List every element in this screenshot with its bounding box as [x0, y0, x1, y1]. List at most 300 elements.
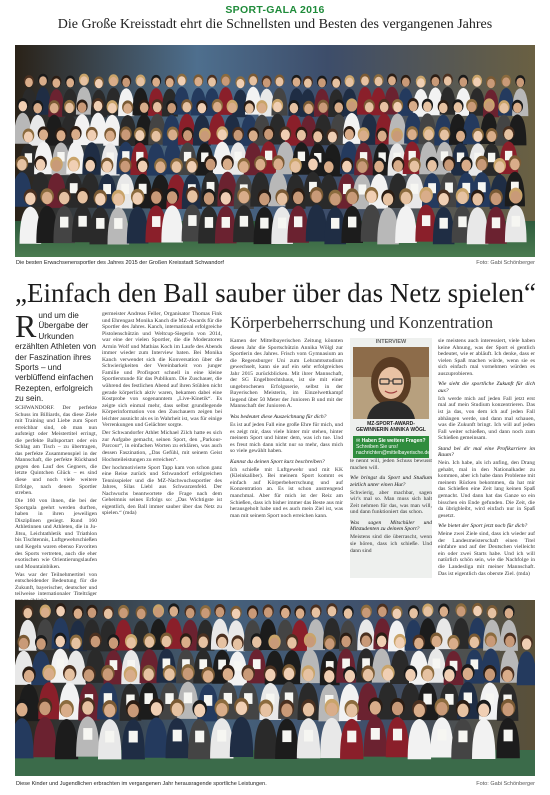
photo-person-face: [439, 103, 448, 113]
section-kicker: SPORT-GALA 2016: [225, 4, 325, 16]
photo-person-face: [137, 77, 145, 86]
photo-person-face: [487, 79, 495, 88]
photo-person-face: [71, 638, 80, 649]
paragraph: Ich schieße mit Luftgewehr und mit KK (Kleinkaliber). Bei meinem Sport kommt es einfach auf Körperbeherrschung und auf Konzentration an. Es ist schon anstrengend manchmal. Aber für mich ist der Reiz am Schießen, dass ich bisher immer das Beste aus mir herausgeholt habe und es auch mein Ziel ist, was man mit seinem Sport noch erreichen kann.: [230, 466, 343, 519]
photo-person-face: [106, 131, 115, 142]
photo-person-face: [346, 704, 357, 718]
photo-person-face: [16, 703, 27, 717]
photo-person-face: [42, 192, 52, 204]
photo-person-face: [393, 102, 402, 112]
article-headline: „Einfach den Ball sauber über das Netz spielen“: [15, 278, 537, 308]
photo-person-face: [511, 191, 521, 203]
photo-person-face: [259, 193, 269, 205]
photo-person-face: [151, 702, 162, 716]
portrait-caption: MZ-SPORT-AWARD-GEWINNERIN ANNIKA WÖGL: [356, 421, 426, 433]
certificate: [217, 730, 226, 742]
certificate: [439, 218, 447, 229]
photo-person-face: [125, 670, 135, 682]
photo-person-face: [313, 131, 322, 142]
portrait-image: [353, 347, 429, 419]
photo-person-face: [126, 637, 135, 648]
photo-person-face: [248, 608, 257, 618]
photo-person-face: [513, 103, 522, 113]
top-group-photo: [15, 45, 535, 257]
article-column-5: [438, 338, 535, 579]
photo-person-face: [516, 78, 524, 87]
photo-person-face: [137, 609, 146, 619]
photo-person-face: [168, 130, 177, 141]
photo-person-face: [491, 193, 501, 205]
photo-person-face: [249, 130, 258, 141]
photo-person-face: [444, 76, 452, 85]
interview-question: Wie bringst du Sport und Studium zeitlich unter einen Hut?: [350, 475, 432, 488]
certificate: [458, 216, 466, 227]
photo-person-face: [395, 637, 404, 648]
paragraph: Nein. Ich habe, als ich anfing, den Drang gehabt, mal in den Nationalkader zu kommen, aber ich habe dann Probleme mit meinem Rücken bekommen, da hat mir das Schießen eine Zeit lang keinen Spaß gemacht. Und dann hat das Ganze so ein bisschen ein Ende gefunden. Die Zeit, die da übrigbleibt, wird einfach nur in Spaß gesetzt.: [438, 460, 535, 519]
article-lead: [15, 308, 97, 405]
photo-person-face: [123, 103, 132, 113]
photo-person-face: [181, 636, 190, 647]
photo-person-face: [44, 668, 54, 680]
photo-person-face: [330, 193, 340, 205]
paragraph: Was war der Teilnehmertitel von entscheidender Bedeutung für die Zukunft, bayerischer, deutscher und teilweise internationaler Titelträger: [15, 571, 97, 598]
photo-person-face: [375, 77, 383, 86]
group-photo-image: [15, 600, 535, 776]
photo-person-face: [303, 703, 314, 717]
photo-person-face: [347, 101, 356, 111]
photo-person-face: [239, 161, 249, 173]
photo-person-face: [80, 76, 88, 85]
photo-person-face: [264, 607, 273, 617]
photo-person-face: [378, 131, 387, 142]
photo-person-face: [152, 77, 160, 86]
certificate: [278, 218, 286, 229]
photo-person-face: [332, 79, 340, 88]
photo-person-face: [228, 103, 237, 113]
photo-person-face: [432, 636, 441, 647]
photo-person-face: [467, 102, 476, 112]
photo-person-face: [104, 704, 115, 718]
photo-person-face: [223, 668, 233, 680]
interview-headline: Körperbeherrschung und Konzentration: [230, 313, 493, 332]
photo-person-face: [52, 160, 62, 172]
photo-person-face: [273, 158, 283, 170]
photo-person-face: [281, 608, 290, 618]
photo-person-face: [495, 161, 505, 173]
interview-question: Kannst du deinen Sport kurz beschreiben?: [230, 458, 325, 465]
photo-person-face: [183, 130, 192, 141]
bottom-photo-caption: Diese Kinder und Jugendlichen erbrachten im vergangenen Jahr herausragende sportliche Leistungen.: [16, 781, 267, 787]
paragraph: Meistens sind die überrascht, wenn sie hören, dass ich schieße. Und dann sind: [350, 534, 432, 554]
photo-person-face: [145, 636, 154, 647]
photo-person-face: [91, 636, 100, 647]
certificate: [260, 218, 268, 229]
photo-person-face: [65, 668, 75, 680]
photo-person-face: [87, 130, 96, 141]
photo-person-face: [121, 129, 130, 140]
photo-person-face: [363, 669, 373, 681]
photo-person-face: [345, 129, 354, 140]
photo-person-face: [84, 669, 94, 681]
photo-person-face: [56, 606, 65, 616]
photo-person-face: [303, 669, 313, 681]
photo-person-face: [249, 76, 257, 85]
photo-person-face: [223, 158, 233, 170]
photo-person-face: [334, 102, 343, 112]
photo-person-face: [401, 192, 411, 204]
photo-person-face: [308, 159, 318, 171]
photo-person-face: [473, 606, 482, 616]
photo-person-face: [366, 190, 376, 202]
photo-person-face: [208, 77, 216, 86]
photo-person-face: [488, 608, 497, 618]
photo-person-face: [203, 670, 213, 682]
photo-person-face: [153, 102, 162, 112]
certificate: [152, 216, 160, 227]
photo-person-face: [183, 668, 193, 680]
certificate: [60, 217, 68, 228]
photo-person-face: [341, 636, 350, 647]
article-column-4: [350, 458, 432, 556]
photo-person-face: [25, 78, 33, 87]
photo-person-face: [470, 637, 479, 648]
photo-person-face: [347, 192, 357, 204]
photo-person-face: [370, 701, 381, 715]
photo-person-face: [82, 701, 93, 715]
certificate: [294, 216, 302, 227]
photo-person-face: [19, 101, 28, 111]
certificate: [114, 218, 122, 229]
photo-person-face: [297, 130, 306, 141]
photo-person-face: [270, 638, 279, 649]
photo-person-face: [414, 704, 425, 718]
photo-person-face: [113, 193, 123, 205]
photo-person-face: [198, 636, 207, 647]
photo-person-face: [440, 130, 449, 141]
photo-person-face: [258, 103, 267, 113]
photo-person-face: [194, 77, 202, 86]
interview-question: Was bedeutet diese Auszeichnung für dich?: [230, 414, 327, 421]
photo-person-face: [502, 77, 510, 86]
photo-person-face: [78, 102, 87, 112]
photo-person-face: [265, 669, 275, 681]
interview-question: Wie bietet der Sport jetzt noch für dich?: [438, 523, 528, 530]
lead-drop-cap: R: [15, 308, 37, 344]
photo-person-face: [33, 103, 42, 113]
photo-person-face: [374, 161, 384, 173]
certificate: [282, 730, 291, 742]
certificate: [393, 729, 402, 741]
group-photo-image: [15, 45, 535, 257]
photo-person-face: [328, 606, 337, 616]
certificate: [512, 216, 520, 227]
bottom-photo-credit: Foto: Gabi Schönberger: [476, 781, 535, 787]
photo-person-face: [95, 193, 105, 205]
photo-person-face: [358, 161, 368, 173]
photo-person-face: [456, 131, 465, 142]
bottom-group-photo: [15, 600, 535, 776]
photo-person-face: [485, 101, 494, 111]
photo-person-face: [409, 101, 418, 111]
photo-person-face: [172, 703, 183, 717]
photo-person-face: [120, 161, 130, 173]
photo-person-face: [276, 77, 284, 86]
paragraph: germeister Andreas Feller, Organisator Thomas Fink und Ehrengast Monika Kanch die MZ-Awards für die Sportler des Jahres. Kanch, international erfolgreiche Pistolenschützin und Weltcup-Siegerin von 2014, war eine der vielen Sportler, die die Moderatoren Armin Wolf und Mathias Koch im Laufe des Abends immer wieder zum Interview baten. Bei Monika Kanch verwendet sich die Konversation über die Schwierigkeiten der Vereinbarkeit von junger Familie und Profisport schnell in eine kleine Sportlerstunde für das Publikum. Die Zuschauer, die während des festlichen Abend auf ihren Stühlen nicht gerade körperlich aktiv waren, bekamen dabei eine Kostprobe von sogenanntem „Live-Kinetik“. Es zeigte sich einmal mehr, dass selbst grundlegende Körperinformation von den Zuschauern zeigen bei leichter ausnicht als es in Wahrheit ist, was für einige Verrenkungen und Gelächter sorgte.: [102, 311, 222, 429]
photo-person-face: [324, 670, 334, 682]
certificate: [348, 217, 356, 228]
photo-person-face: [167, 103, 176, 113]
certificate: [492, 217, 500, 228]
interview-question: Wie sieht die sportliche Zukunft für dich aus?: [438, 381, 535, 394]
photo-person-face: [19, 638, 28, 649]
photo-person-face: [503, 703, 514, 717]
photo-person-face: [449, 638, 458, 649]
photo-person-face: [88, 608, 97, 618]
photo-person-face: [56, 636, 65, 647]
photo-person-face: [284, 668, 294, 680]
photo-person-face: [293, 77, 301, 86]
photo-person-face: [505, 636, 514, 647]
photo-person-face: [427, 160, 437, 172]
photo-person-face: [454, 102, 463, 112]
certificate: [188, 215, 196, 226]
lead-text: und um die Übergabe der Urkunden erzählten Athleten von der Faszination ihres Sports – und verblüffend einfachen Rezepten, erfolgreich zu sein.: [15, 311, 97, 404]
photo-person-face: [393, 609, 402, 619]
photo-person-face: [410, 161, 420, 173]
photo-person-face: [39, 702, 50, 716]
photo-person-face: [151, 191, 161, 203]
photo-person-face: [216, 607, 225, 617]
photo-person-face: [473, 131, 482, 142]
photo-person-face: [77, 191, 87, 203]
photo-person-face: [423, 102, 432, 112]
photo-person-face: [200, 131, 209, 142]
interview-question: Stand bei dir mal eine Profikarriere im Raum?: [438, 445, 535, 459]
photo-person-face: [154, 607, 163, 617]
photo-person-face: [263, 78, 271, 87]
photo-person-face: [39, 129, 48, 140]
photo-person-face: [39, 76, 47, 85]
photo-person-face: [166, 78, 174, 87]
certificate: [70, 183, 78, 193]
photo-person-face: [277, 193, 287, 205]
photo-person-face: [138, 161, 148, 173]
photo-person-face: [95, 79, 103, 88]
photo-person-face: [204, 192, 214, 204]
certificate: [253, 659, 261, 669]
photo-person-face: [187, 161, 197, 173]
photo-person-face: [252, 636, 261, 647]
paragraph: Es ist auf jeden Fall eine große Ehre für mich, und es zeigt mir, dass viele hinter mir stehen, hinter meinem Sport und hinter dem, was ich tue. Und es freut mich dann nicht nur so mehr, dass mich so viele gewählt haben.: [230, 422, 343, 455]
photo-person-face: [236, 701, 247, 715]
photo-person-face: [140, 103, 149, 113]
photo-person-face: [344, 608, 353, 618]
photo-person-face: [102, 161, 112, 173]
photo-person-face: [502, 670, 512, 682]
photo-person-face: [312, 607, 321, 617]
photo-person-face: [405, 669, 415, 681]
photo-person-face: [41, 607, 50, 617]
photo-person-face: [122, 78, 130, 87]
photo-person-face: [473, 77, 481, 86]
photo-person-face: [477, 159, 487, 171]
article-column-2: [102, 311, 222, 518]
photo-person-face: [152, 131, 161, 142]
photo-person-face: [213, 102, 222, 112]
photo-person-face: [103, 668, 113, 680]
certificate: [240, 216, 248, 227]
certificate: [504, 730, 513, 742]
photo-person-face: [104, 609, 113, 619]
photo-person-face: [408, 129, 417, 140]
paragraph: Der hochmotivierte Sport Tapp kam von schon ganz eine Reise zurück und Schwandorf erfolgreichen Tennisspieler und die MZ-Nachwuchssportler des Jahres, Silas Liebl aus Schwarzenfeld. Der Nachwuchs beantwortete die Frage nach dem Geheimnis seines Erfolgs so: „Das Wichtigste ist eigentlich, den Ball immer sauber über das Netz zu spielen.“ (mda): [102, 464, 222, 517]
photo-person-face: [457, 606, 466, 616]
photo-person-face: [260, 703, 271, 717]
certificate: [173, 730, 182, 742]
photo-person-face: [194, 704, 205, 718]
photo-person-face: [377, 636, 386, 647]
photo-person-face: [24, 132, 33, 143]
photo-person-face: [162, 636, 171, 647]
photo-person-face: [110, 77, 118, 86]
certificate: [347, 731, 356, 743]
photo-person-face: [505, 608, 514, 618]
photo-person-face: [342, 161, 352, 173]
paragraph: Die 160 von ihnen, die bei der Sportgala geehrt werden durften, haben in ihren jeweiligen Disziplinen gesiegt. Rund 160 Athletinnen und Athleten, die in Ju-Jitsu, Leichtathletik und Triathlon bis Tischtennis, Luftgewehrschießen und Kegeln waren ebenso Favoriten des Sports vertreten, auch die eher exotischen wie Orientierungslaufen und Mountainbiken.: [15, 498, 97, 570]
photo-person-face: [36, 159, 46, 171]
photo-person-face: [504, 129, 513, 140]
certificate: [458, 731, 467, 743]
photo-person-face: [409, 608, 418, 618]
photo-person-face: [201, 608, 210, 618]
paragraph: SCHWANDORF. Der perfekte Schuss im Billiards, das diese Ziele mit Training und Liebe zum Sport erreichbar sind, ob man nun aufsteigt oder Meistertitel erringt, die perfekte Ballsportart oder ein Schlag am Tisch – zu übertragen, das perfekte Zusammenspiel in der Mannschaft, die perfekte Rückhand gegen den Lauf des Gegners, die letzte Quintchen Glück – es sind diese und noch viele weitere Erfolge, nach denen Sportler streben.: [15, 405, 97, 497]
certificate: [105, 731, 114, 743]
photo-person-face: [472, 193, 482, 205]
photo-person-face: [432, 77, 440, 86]
photo-person-face: [486, 636, 495, 647]
photo-person-face: [388, 76, 396, 85]
certificate: [234, 661, 242, 671]
photo-person-face: [324, 161, 334, 173]
paragraph: Ich werde mich auf jeden Fall jetzt erst mal auf mein Studium konzentrieren. Das ist ja das, von dem ich auf jeden Fall abhängen werde, und dann mal schauen, was die Zukunft bringt. Ich will auf jeden Fall weiter schießen, und dann noch zum Schießen gemeinsam.: [438, 395, 535, 442]
photo-person-face: [424, 129, 433, 140]
photo-person-face: [144, 668, 154, 680]
interview-tag: INTERVIEW: [375, 339, 407, 345]
paragraph: Meine zwei Ziele sind, dass ich wieder auf der Landesmeisterschaft einen Titel einfahre und auf der Deutschen vielleicht ein oder zwei Starts habe. Und ich will natürlich schön sein, wie die Nachfolge in die Landesliga mit meiner Mannschaft. Das ist eigentlich das oberste Ziel. (mda): [438, 531, 535, 577]
photo-person-face: [422, 669, 432, 681]
section-title: Die Große Kreisstadt ehrt die Schnellsten und Besten des vergangenen Jahres: [57, 17, 493, 32]
photo-person-face: [69, 160, 79, 172]
photo-person-face: [383, 668, 393, 680]
photo-person-face: [109, 637, 118, 648]
photo-person-face: [237, 79, 245, 88]
top-photo-caption: Die besten Erwachsenensportler des Jahres 2015 der Großen Kreisstadt Schwandorf: [16, 260, 224, 266]
photo-person-face: [178, 76, 186, 85]
photo-person-face: [402, 78, 410, 87]
photo-person-face: [66, 78, 74, 87]
photo-person-face: [359, 130, 368, 141]
photo-person-face: [444, 669, 454, 681]
photo-person-face: [172, 161, 182, 173]
photo-person-face: [305, 636, 314, 647]
photo-person-face: [383, 193, 393, 205]
photo-person-face: [421, 190, 431, 202]
photo-person-face: [56, 130, 65, 141]
photo-person-face: [304, 104, 313, 114]
photo-person-face: [94, 101, 103, 111]
photo-person-face: [444, 159, 454, 171]
photo-person-face: [222, 76, 230, 85]
photo-person-face: [59, 192, 69, 204]
paragraph: te nennt will, jeden Schuss bewusst machen will.: [350, 458, 432, 471]
photo-person-face: [393, 160, 403, 172]
photo-person-face: [52, 78, 60, 87]
photo-person-face: [510, 159, 520, 171]
photo-person-face: [522, 638, 531, 649]
photo-person-face: [362, 608, 371, 618]
certificate: [488, 153, 495, 162]
photo-person-face: [50, 103, 59, 113]
certificate: [184, 692, 192, 703]
photo-person-face: [325, 638, 334, 649]
photo-person-face: [365, 102, 374, 112]
photo-person-face: [361, 76, 369, 85]
photo-person-face: [23, 608, 32, 618]
photo-person-face: [132, 192, 142, 204]
photo-person-face: [439, 193, 449, 205]
certificate: [78, 216, 86, 227]
photo-person-face: [487, 131, 496, 142]
photo-person-face: [287, 637, 296, 648]
photo-person-face: [424, 606, 433, 616]
photo-person-face: [281, 703, 292, 717]
photo-person-face: [319, 103, 328, 113]
certificate: [83, 728, 92, 740]
photo-person-face: [326, 703, 337, 717]
photo-person-face: [233, 638, 242, 649]
photo-person-face: [239, 191, 249, 203]
photo-person-face: [345, 670, 355, 682]
certificate: [422, 215, 430, 226]
photo-person-face: [291, 161, 301, 173]
photo-person-face: [380, 102, 389, 112]
photo-person-face: [304, 78, 312, 87]
certificate: [56, 659, 64, 669]
certificate: [433, 658, 441, 668]
photo-person-face: [485, 669, 495, 681]
photo-person-face: [128, 704, 139, 718]
photo-person-face: [361, 636, 370, 647]
photo-person-face: [457, 704, 468, 718]
contact-bold: Haben Sie weitere Fragen?: [361, 438, 426, 444]
certificate: [195, 731, 204, 743]
photo-person-face: [264, 129, 273, 140]
paragraph: Der Schwandorfer Athlet Michael Zilch hatte es sich zur Aufgabe gemacht, seinen Sport, den „Parkour-Parcour“, in einfachen Worten zu erklären, was auch dessen Faszination, „Das Gefühl, mit seinem Geist Hochsteileistungen zu erreichen“.: [102, 430, 222, 463]
photo-person-face: [311, 190, 321, 202]
certificate: [265, 151, 272, 160]
photo-person-face: [183, 102, 192, 112]
certificate: [331, 218, 339, 229]
photo-person-face: [169, 606, 178, 616]
photo-person-face: [25, 193, 35, 205]
photo-person-face: [36, 638, 45, 649]
photo-person-face: [234, 130, 243, 141]
photo-person-face: [296, 608, 305, 618]
certificate: [371, 728, 380, 740]
photo-person-face: [135, 130, 144, 141]
photo-person-face: [463, 668, 473, 680]
photo-person-face: [156, 161, 166, 173]
